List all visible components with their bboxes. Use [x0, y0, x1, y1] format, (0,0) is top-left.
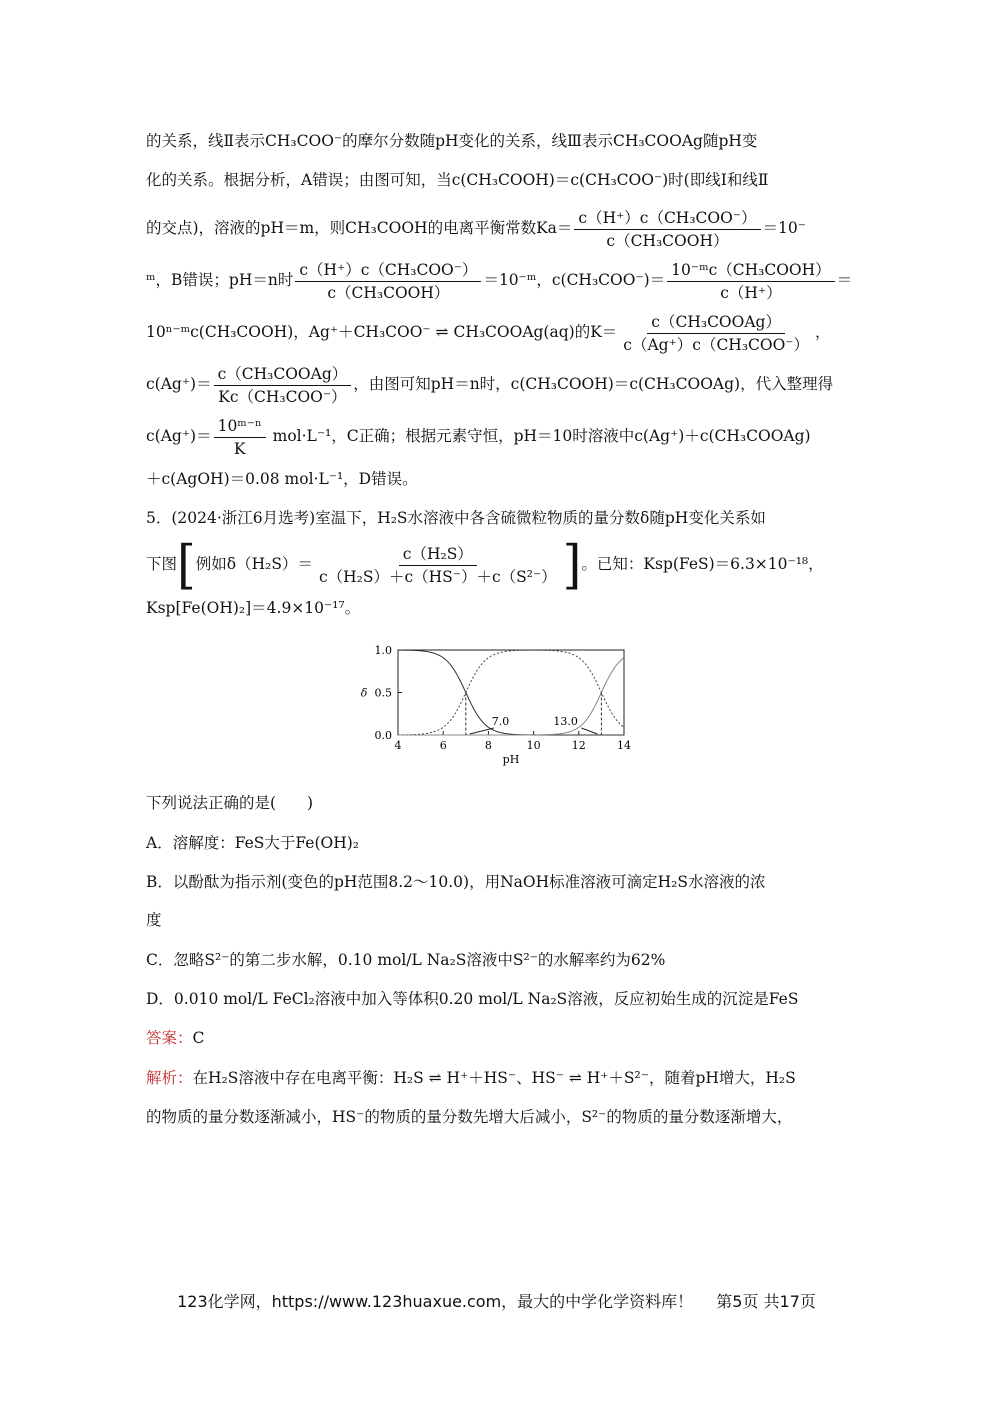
delta-def: 例如δ（H₂S）＝ [195, 555, 313, 573]
page-number: 第5页 共17页 [716, 1292, 816, 1311]
x-axis-label: pH [502, 753, 520, 766]
y-tick-label: 0.0 [374, 729, 392, 742]
option-c: C．忽略S²⁻的第二步水解，0.10 mol/L Na₂S溶液中S²⁻的水解率约为62% [146, 951, 666, 969]
analysis-line-7 [146, 416, 811, 458]
acetate-numerator: 10⁻ᵐc（CH₃COOH） [667, 261, 834, 282]
annotation-label: 13.0 [553, 715, 578, 728]
k-fraction [619, 313, 813, 354]
ratio-denominator: c（CH₃COOH） [327, 283, 450, 302]
analysis-line-2: 化的关系。根据分析，A错误；由图可知，当c(CH₃COOH)＝c(CH₃COO⁻)时(即线Ⅰ和线Ⅱ [146, 171, 769, 189]
y-tick-label: 1.0 [374, 644, 392, 657]
question-stem: 下列说法正确的是( ) [146, 794, 314, 812]
k-denominator: c（Ag⁺）c（CH₃COO⁻） [623, 335, 809, 354]
question-5-line-2 [146, 534, 824, 596]
analysis-line-5 [146, 312, 831, 354]
annotation-label: 7.0 [491, 715, 510, 728]
ag-text: c(Ag⁺)＝ [146, 375, 212, 393]
annotation-arrow [581, 728, 597, 734]
ka-denominator: c（CH₃COOH） [606, 231, 729, 250]
k-numerator: c（CH₃COOAg） [647, 313, 785, 334]
series-s2-line [398, 658, 624, 735]
ka-numerator: c（H⁺）c（CH₃COO⁻） [574, 209, 760, 230]
page-footer [0, 1289, 993, 1312]
analysis-line-1: 的关系，线Ⅱ表示CH₃COO⁻的摩尔分数随pH变化的关系，线Ⅲ表示CH₃COOAg随pH变 [146, 132, 758, 150]
ag2-numerator: 10ᵐ⁻ⁿ [214, 417, 266, 438]
question-5-line-3: Ksp[Fe(OH)₂]＝4.9×10⁻¹⁷。 [146, 599, 361, 617]
ag2-tail: mol·L⁻¹，C正确；根据元素守恒，pH＝10时溶液中c(Ag⁺)＋c(CH₃COOAg) [267, 427, 811, 445]
acetate-fraction [667, 261, 834, 302]
option-b-line-2: 度 [146, 911, 162, 929]
jiexi-line-1 [146, 1068, 796, 1088]
acetate-denominator: c（H⁺） [720, 283, 782, 302]
ag-denominator: Kc（CH₃COO⁻） [218, 387, 347, 406]
ka-result: ＝10⁻ [762, 219, 806, 237]
x-tick-label: 4 [394, 739, 402, 752]
option-d: D．0.010 mol/L FeCl₂溶液中加入等体积0.20 mol/L Na₂S溶液，反应初始生成的沉淀是FeS [146, 990, 799, 1008]
x-tick-label: 12 [571, 739, 586, 752]
jiexi-line-2: 的物质的量分数逐渐减小，HS⁻的物质的量分数先增大后减小，S²⁻的物质的量分数逐渐增大， [146, 1108, 793, 1126]
ratio-fraction [295, 261, 481, 302]
k-text: 10ⁿ⁻ᵐc(CH₃COOH)，Ag⁺＋CH₃COO⁻ ⇌ CH₃COOAg(aq)的K＝ [146, 323, 618, 341]
left-bracket: [ [177, 534, 196, 596]
question-5-line-1: 5．(2024·浙江6月选考)室温下，H₂S水溶液中各含硫微粒物质的量分数δ随pH变化关系如 [146, 509, 766, 527]
jiexi-label: 解析： [146, 1069, 193, 1087]
ksp-fes: 。已知：Ksp(FeS)＝6.3×10⁻¹⁸， [581, 555, 824, 573]
option-a: A．溶解度：FeS大于Fe(OH)₂ [146, 834, 360, 852]
ka-fraction [574, 209, 760, 250]
ag2-denominator: K [233, 439, 246, 458]
answer [146, 1028, 204, 1048]
y-axis-label: δ [360, 686, 368, 700]
jiexi-text-1: 在H₂S溶液中存在电离平衡：H₂S ⇌ H⁺＋HS⁻、HS⁻ ⇌ H⁺＋S²⁻，随着pH增大，H₂S [192, 1069, 796, 1087]
ag-tail: ，由图可知pH＝n时，c(CH₃COOH)＝c(CH₃COOAg)，代入整理得 [353, 375, 834, 393]
footer-text: 123化学网，https://www.123huaxue.com，最大的中学化学资料库！ [177, 1292, 694, 1311]
comma: ， [815, 323, 831, 341]
acetate-text: ＝10⁻ᵐ，c(CH₃COO⁻)＝ [483, 271, 666, 289]
y-tick-label: 0.5 [374, 686, 392, 700]
analysis-line-3 [146, 208, 806, 250]
annotation-arrow [470, 728, 494, 734]
ag2-text: c(Ag⁺)＝ [146, 427, 212, 445]
x-tick-label: 6 [439, 739, 447, 752]
figure-ref: 下图 [146, 555, 178, 573]
plot-frame [398, 650, 624, 735]
analysis-line-8: ＋c(AgOH)＝0.08 mol·L⁻¹，D错误。 [146, 470, 418, 488]
option-b-line-1: B．以酚酞为指示剂(变色的pH范围8.2～10.0)，用NaOH标准溶液可滴定H₂S水溶液的浓 [146, 873, 766, 891]
ag2-fraction [214, 417, 266, 458]
series-hs-line [398, 650, 624, 735]
series-h2s-line [398, 650, 624, 735]
answer-value: C [192, 1029, 205, 1047]
delta-numerator: c（H₂S） [399, 545, 477, 566]
ag-numerator: c（CH₃COOAg） [214, 365, 352, 386]
x-tick-label: 14 [617, 739, 631, 752]
analysis-line-6 [146, 364, 833, 406]
ph-n-text: ᵐ，B错误；pH＝n时 [146, 271, 294, 289]
ratio-numerator: c（H⁺）c（CH₃COO⁻） [295, 261, 481, 282]
ag-fraction [214, 365, 352, 406]
right-bracket: ] [562, 534, 582, 596]
analysis-line-4 [146, 260, 852, 302]
delta-fraction [315, 545, 561, 586]
equals-sign: ＝ [836, 271, 853, 289]
x-tick-label: 8 [484, 739, 492, 752]
delta-denominator: c（H₂S）＋c（HS⁻）＋c（S²⁻） [318, 567, 557, 586]
x-tick-label: 10 [526, 739, 541, 752]
ka-text: 的交点)，溶液的pH＝m，则CH₃COOH的电离平衡常数Ka＝ [146, 219, 573, 237]
distribution-chart [350, 638, 650, 770]
answer-label: 答案： [146, 1029, 193, 1047]
